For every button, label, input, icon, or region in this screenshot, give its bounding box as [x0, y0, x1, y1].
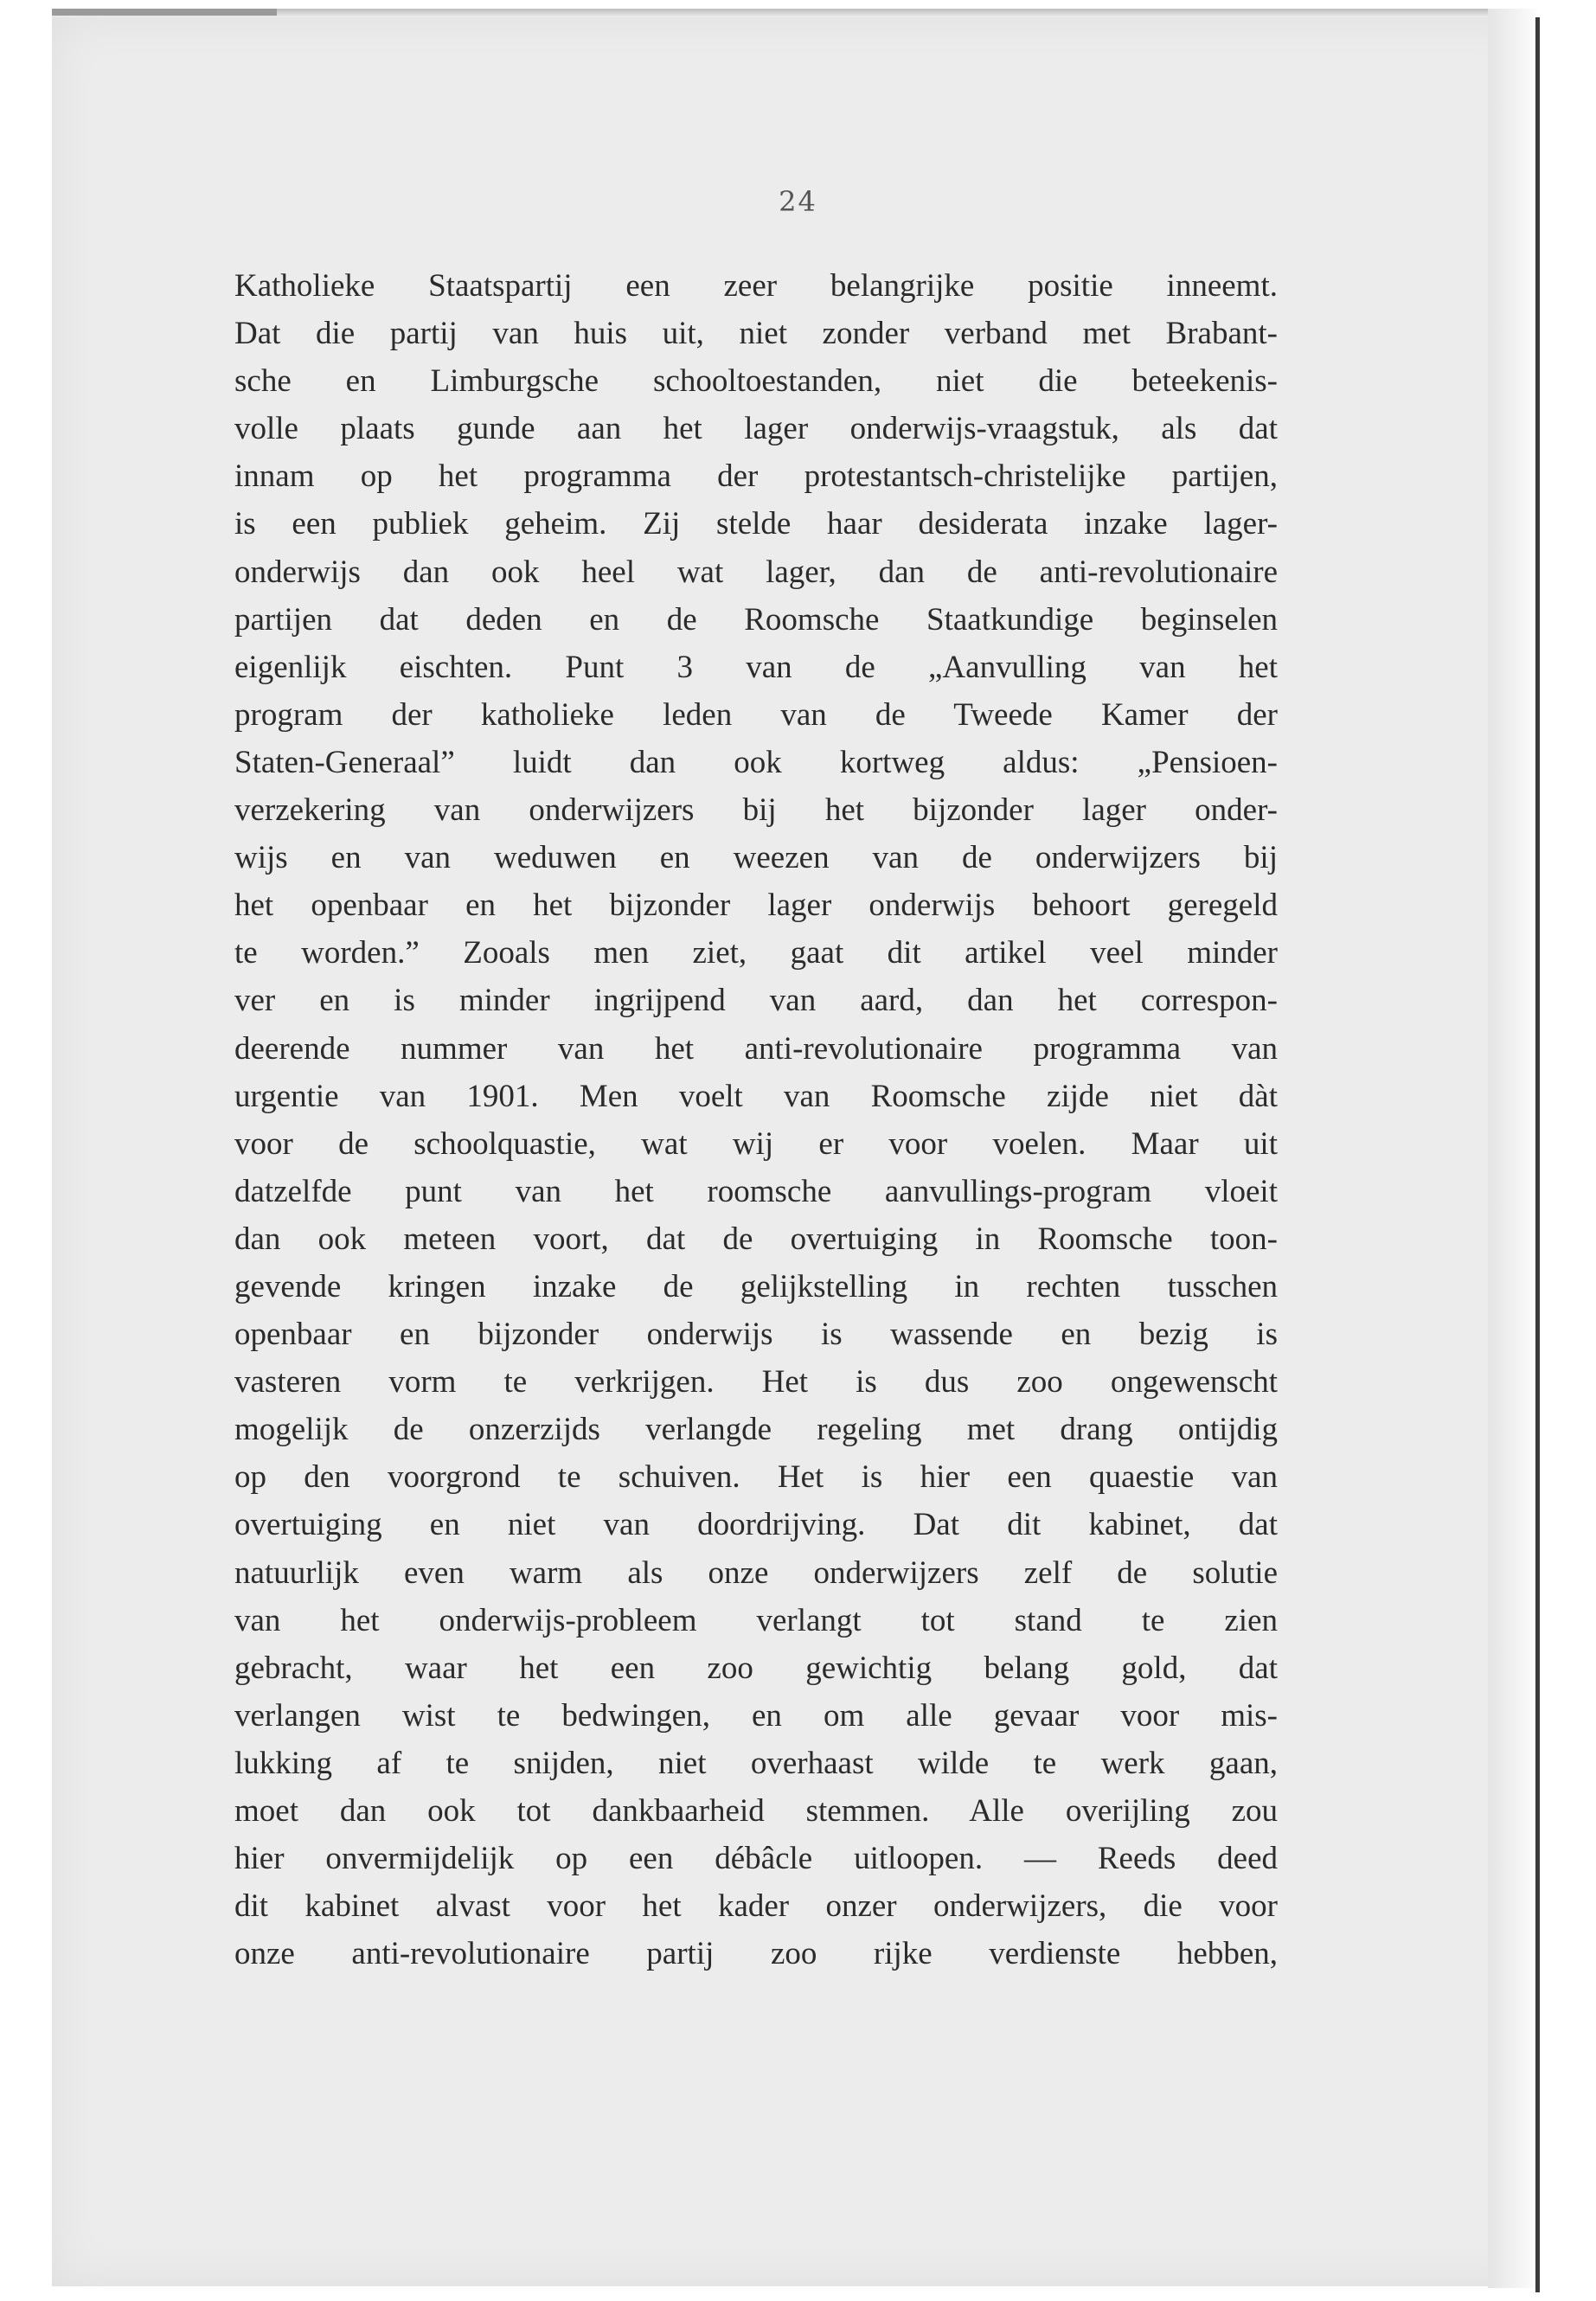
text-line: innam op het programma der protestantsch-christelijke partijen,: [234, 458, 1278, 495]
text-line: gevende kringen inzake de gelijkstelling in rechten tusschen: [234, 1268, 1278, 1304]
text-line: hier onvermijdelijk op een débâcle uitloopen. — Reeds deed: [234, 1841, 1278, 1877]
text-line: overtuiging en niet van doordrijving. Dat dit kabinet, dat: [234, 1507, 1278, 1543]
text-line: voor de schoolquastie, wat wij er voor voelen. Maar uit: [234, 1125, 1278, 1162]
text-line: mogelijk de onzerzijds verlangde regeling met drang ontijdig: [234, 1412, 1278, 1448]
text-line: vasteren vorm te verkrijgen. Het is dus zoo ongewenscht: [234, 1364, 1278, 1400]
page-right-edge: [1535, 17, 1540, 2292]
text-line: Staten-Generaal” luidt dan ook kortweg aldus: „Pensioen-: [234, 744, 1278, 780]
page-right-fold: [1488, 9, 1540, 2288]
text-line: van het onderwijs-probleem verlangt tot stand te zien: [234, 1602, 1278, 1638]
text-line: Dat die partij van huis uit, niet zonder verband met Brabant-: [234, 316, 1278, 352]
text-line: moet dan ook tot dankbaarheid stemmen. Alle overijling zou: [234, 1793, 1278, 1829]
text-line: dan ook meteen voort, dat de overtuiging in Roomsche toon-: [234, 1221, 1278, 1257]
text-line: datzelfde punt van het roomsche aanvullings-program vloeit: [234, 1173, 1278, 1209]
text-line: urgentie van 1901. Men voelt van Roomsche zijde niet dàt: [234, 1078, 1278, 1114]
text-line: sche en Limburgsche schooltoestanden, niet die beteekenis-: [234, 363, 1278, 400]
text-line: onderwijs dan ook heel wat lager, dan de anti-revolutionaire: [234, 554, 1278, 590]
text-line: gebracht, waar het een zoo gewichtig belang gold, dat: [234, 1650, 1278, 1686]
text-line: verlangen wist te bedwingen, en om alle gevaar voor mis-: [234, 1697, 1278, 1734]
text-line: op den voorgrond te schuiven. Het is hier een quaestie van: [234, 1459, 1278, 1496]
text-line: eigenlijk eischten. Punt 3 van de „Aanvulling van het: [234, 649, 1278, 685]
text-line: onze anti-revolutionaire partij zoo rijke verdienste hebben,: [234, 1936, 1278, 1972]
text-line: program der katholieke leden van de Tweede Kamer der: [234, 696, 1278, 733]
text-line: is een publiek geheim. Zij stelde haar desiderata inzake lager-: [234, 506, 1278, 542]
text-line: deerende nummer van het anti-revolutionaire programma van: [234, 1030, 1278, 1067]
page-top-dark-strip: [52, 9, 277, 16]
text-line: lukking af te snijden, niet overhaast wilde te werk gaan,: [234, 1745, 1278, 1781]
page-number: 24: [779, 185, 817, 218]
text-line: openbaar en bijzonder onderwijs is wassende en bezig is: [234, 1317, 1278, 1353]
text-line: te worden.” Zooals men ziet, gaat dit artikel veel minder: [234, 935, 1278, 971]
text-line: het openbaar en het bijzonder lager onderwijs behoort geregeld: [234, 888, 1278, 924]
text-line: partijen dat deden en de Roomsche Staatkundige beginselen: [234, 601, 1278, 638]
text-line: natuurlijk even warm als onze onderwijzers zelf de solutie: [234, 1554, 1278, 1591]
text-line: wijs en van weduwen en weezen van de onderwijzers bij: [234, 840, 1278, 876]
body-text: [234, 262, 1278, 1977]
text-line: ver en is minder ingrijpend van aard, dan het correspon-: [234, 983, 1278, 1019]
text-line: Katholieke Staatspartij een zeer belangrijke positie inneemt.: [234, 268, 1278, 304]
text-line: volle plaats gunde aan het lager onderwijs-vraagstuk, als dat: [234, 411, 1278, 447]
text-line: dit kabinet alvast voor het kader onzer onderwijzers, die voor: [234, 1888, 1278, 1925]
text-line: verzekering van onderwijzers bij het bijzonder lager onder-: [234, 792, 1278, 829]
